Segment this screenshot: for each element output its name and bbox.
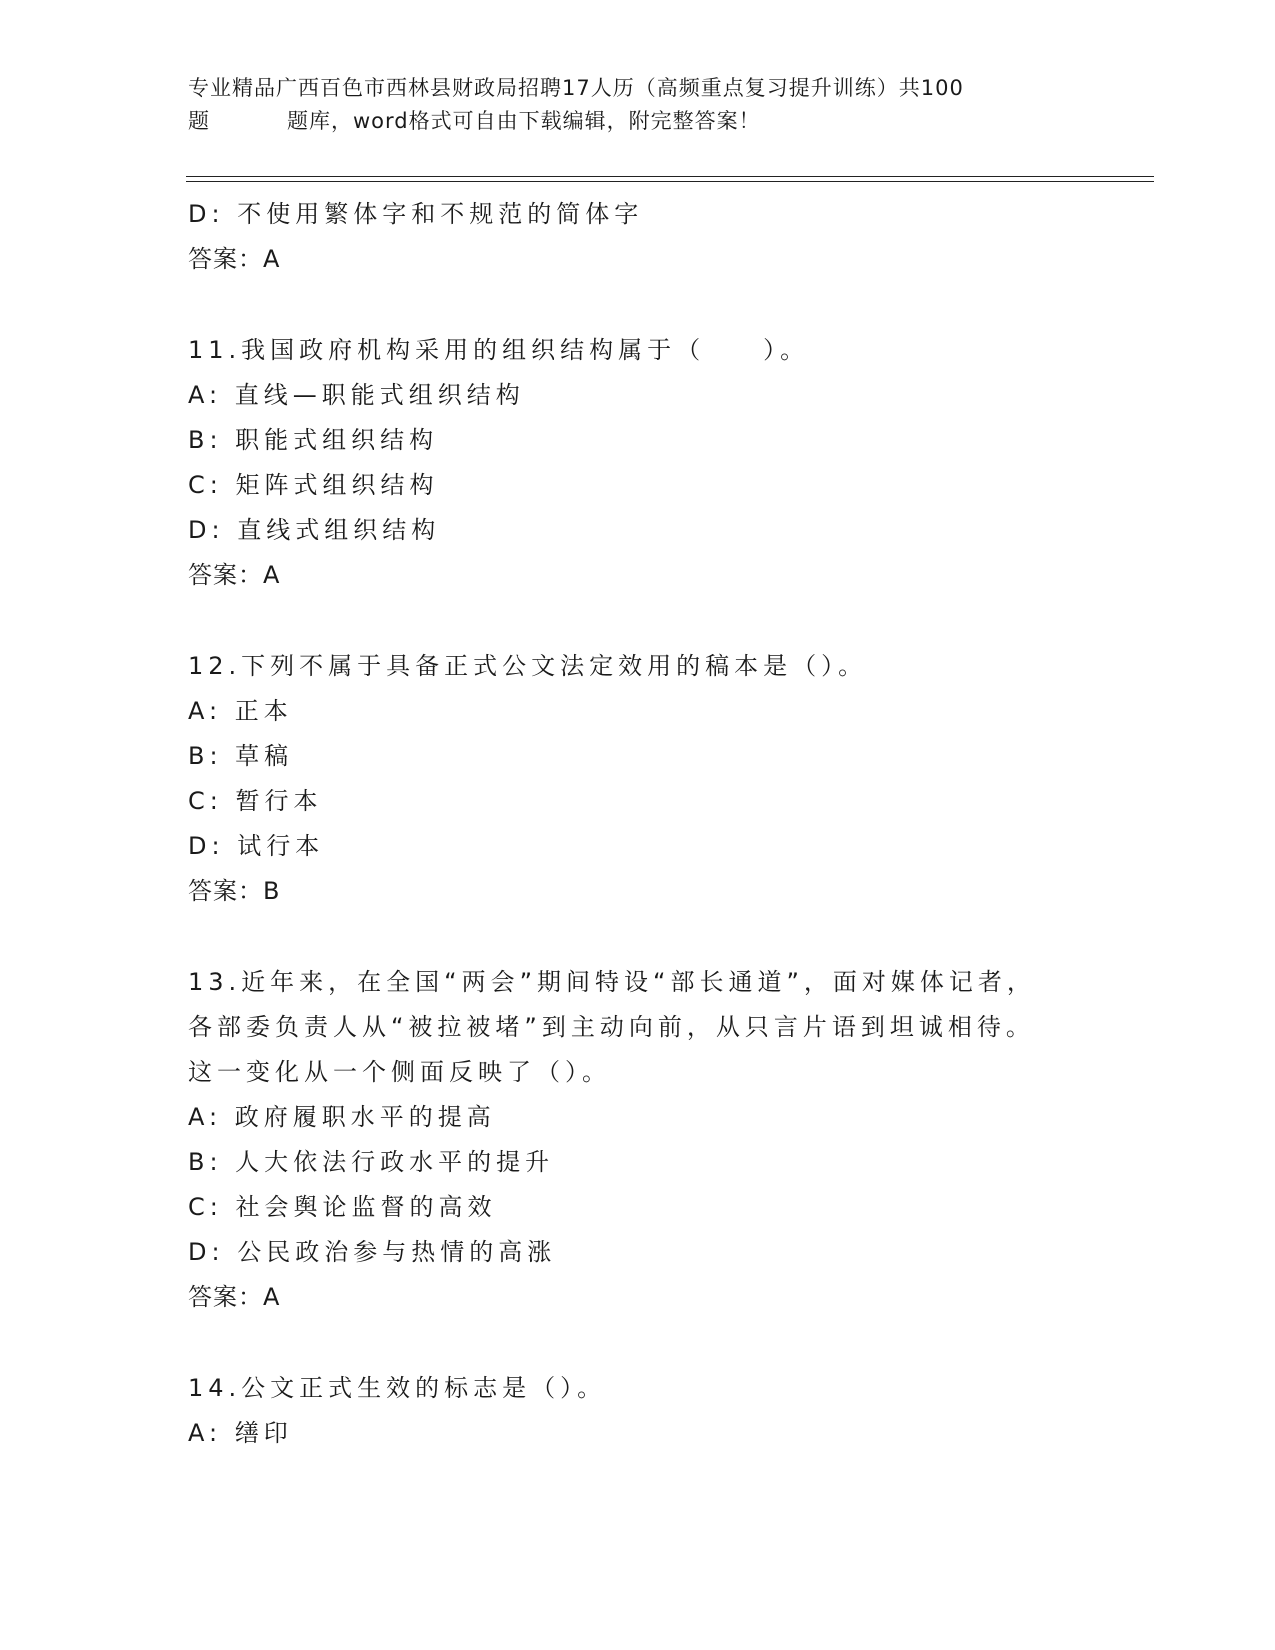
question-list [188, 192, 1088, 1456]
question-stem-line2: 各部委负责人从“被拉被堵”到主动向前，从只言片语到坦诚相待。 [188, 1013, 1035, 1041]
question-stem-line3: 这一变化从一个侧面反映了（）。 [188, 1058, 611, 1086]
header-title-lead: 题 [188, 109, 210, 133]
answer: 答案：A [188, 1283, 281, 1311]
option-b: B: 职能式组织结构 [188, 426, 439, 454]
header-divider-top [186, 176, 1154, 177]
option-c: C: 社会舆论监督的高效 [188, 1193, 497, 1221]
option-a: A: 直线—职能式组织结构 [188, 381, 525, 409]
question-11 [188, 328, 1088, 598]
header-title-line2 [188, 105, 1068, 138]
option-a: A: 缮印 [188, 1419, 293, 1447]
header-title-line1: 专业精品广西百色市西林县财政局招聘17人历（高频重点复习提升训练）共100 [188, 76, 964, 100]
option-d: D: 试行本 [188, 832, 325, 860]
answer: 答案：B [188, 877, 281, 905]
question-12 [188, 644, 1088, 914]
header-title-rest: 题库，word格式可自由下载编辑，附完整答案！ [287, 109, 761, 133]
question-13 [188, 960, 1088, 1320]
question-stem: 11.我国政府机构采用的组织结构属于（ ）。 [188, 336, 810, 364]
option-d: D: 公民政治参与热情的高涨 [188, 1238, 557, 1266]
option-a: A: 正本 [188, 697, 293, 725]
question-stem: 12.下列不属于具备正式公文法定效用的稿本是（）。 [188, 652, 868, 680]
page-header [188, 72, 1068, 138]
header-divider-bottom [186, 181, 1154, 182]
carry-over-option-d: D: 不使用繁体字和不规范的简体字 [188, 200, 644, 228]
question-14 [188, 1366, 1088, 1456]
option-a: A: 政府履职水平的提高 [188, 1103, 496, 1131]
option-b: B: 草稿 [188, 742, 294, 770]
option-c: C: 暂行本 [188, 787, 323, 815]
option-d: D: 直线式组织结构 [188, 516, 441, 544]
question-stem: 14.公文正式生效的标志是（）。 [188, 1374, 607, 1402]
option-b: B: 人大依法行政水平的提升 [188, 1148, 555, 1176]
option-c: C: 矩阵式组织结构 [188, 471, 439, 499]
question-stem-line1: 13.近年来，在全国“两会”期间特设“部长通道”，面对媒体记者， [188, 968, 1036, 996]
carry-over-answer: 答案：A [188, 245, 281, 273]
answer: 答案：A [188, 561, 281, 589]
